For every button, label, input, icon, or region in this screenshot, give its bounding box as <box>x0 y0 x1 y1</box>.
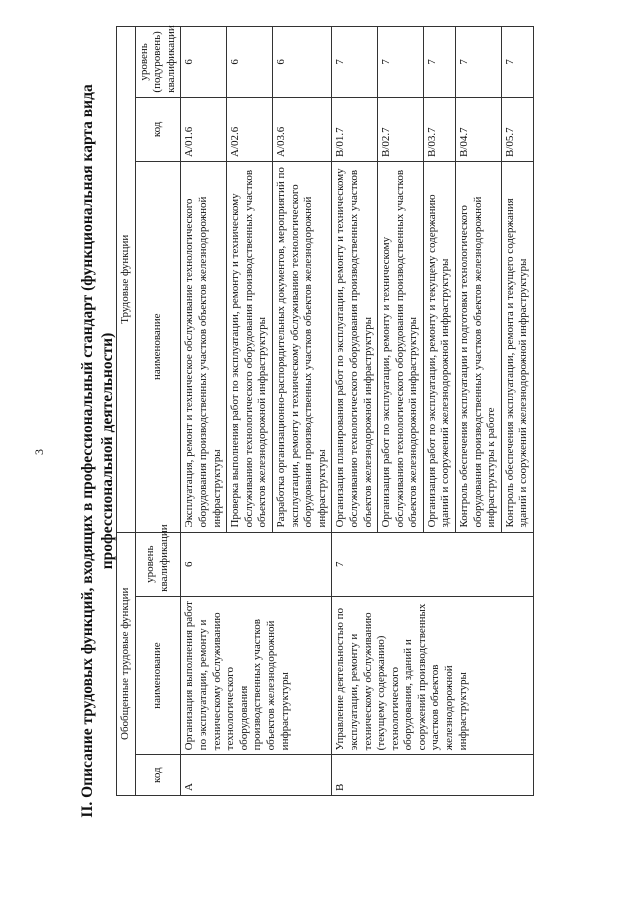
function-level: 7 <box>501 27 533 98</box>
group-code: A <box>181 755 332 796</box>
header-tf-name: наименование <box>135 162 181 533</box>
functional-map-table <box>116 26 534 796</box>
function-name: Организация планирования работ по эксплуатации, ремонту и техническому обслуживанию технологического оборудования производственных участков объектов железнодорожной инфраструктуры <box>332 162 378 533</box>
group-level: 6 <box>181 532 332 596</box>
function-code: B/04.7 <box>456 97 502 161</box>
function-name: Проверка выполнения работ по эксплуатации, ремонту и техническому обслуживанию технологического оборудования производственных участков объектов железнодорожной инфраструктуры <box>227 162 273 533</box>
header-tf-level: уровень (подуровень) квалификации <box>135 27 181 98</box>
function-level: 6 <box>181 27 227 98</box>
table-row <box>181 27 227 796</box>
function-name: Организация работ по эксплуатации, ремонту и техническому обслуживанию технологического оборудования производственных участков объектов железнодорожной инфраструктуры <box>378 162 424 533</box>
function-code: B/01.7 <box>332 97 378 161</box>
header-name: наименование <box>135 596 181 755</box>
function-level: 7 <box>378 27 424 98</box>
function-name: Контроль обеспечения эксплуатации, ремонта и текущего содержания зданий и сооружений железнодорожной инфраструктуры <box>501 162 533 533</box>
function-level: 7 <box>332 27 378 98</box>
header-code: код <box>135 755 181 796</box>
section-title-line2: профессиональной деятельности) <box>99 332 116 570</box>
section-title <box>78 40 118 862</box>
function-name: Организация работ по эксплуатации, ремонту и текущему содержанию зданий и сооружений железнодорожной инфраструктуры <box>423 162 455 533</box>
function-level: 7 <box>423 27 455 98</box>
table-row <box>332 27 378 796</box>
function-level: 6 <box>272 27 331 98</box>
function-name: Эксплуатация, ремонт и техническое обслуживание технологического оборудования производственных участков объектов железнодорожной инфраструктуры <box>181 162 227 533</box>
function-code: A/02.6 <box>227 97 273 161</box>
function-code: B/05.7 <box>501 97 533 161</box>
function-name: Разработка организационно-распорядительных документов, мероприятий по эксплуатации, ремонту и техническому обслуживанию технологического оборудования производственных участков объектов железнодорожной инфраструктуры <box>272 162 331 533</box>
header-generalized: Обобщенные трудовые функции <box>117 532 136 795</box>
function-level: 6 <box>227 27 273 98</box>
group-name: Управление деятельностью по эксплуатации, ремонту и техническому обслуживанию (текущему содержанию) технологического оборудования, зданий и сооружений производственных участков объектов железнодорожной инфраструктуры <box>332 596 534 755</box>
header-tf-code: код <box>135 97 181 161</box>
group-code: B <box>332 755 534 796</box>
function-code: B/02.7 <box>378 97 424 161</box>
section-title-line1: II. Описание трудовых функций, входящих в профессиональный стандарт (функциональная карта вида <box>79 84 96 818</box>
function-name: Контроль обеспечения эксплуатации и подготовки технологического оборудования производственных участков объектов железнодорожной инфраструктуры к работе <box>456 162 502 533</box>
group-level: 7 <box>332 532 534 596</box>
function-code: A/03.6 <box>272 97 331 161</box>
page-number: 3 <box>32 449 46 455</box>
header-row-1 <box>117 27 136 796</box>
function-level: 7 <box>456 27 502 98</box>
header-level: уровень квалификации <box>135 532 181 596</box>
header-labor-functions: Трудовые функции <box>117 27 136 533</box>
group-name: Организация выполнения работ по эксплуатации, ремонту и техническому обслуживанию технологического оборудования производственных участков объектов железнодорожной инфраструктуры <box>181 596 332 755</box>
function-code: A/01.6 <box>181 97 227 161</box>
function-code: B/03.7 <box>423 97 455 161</box>
header-row-2 <box>135 27 181 796</box>
